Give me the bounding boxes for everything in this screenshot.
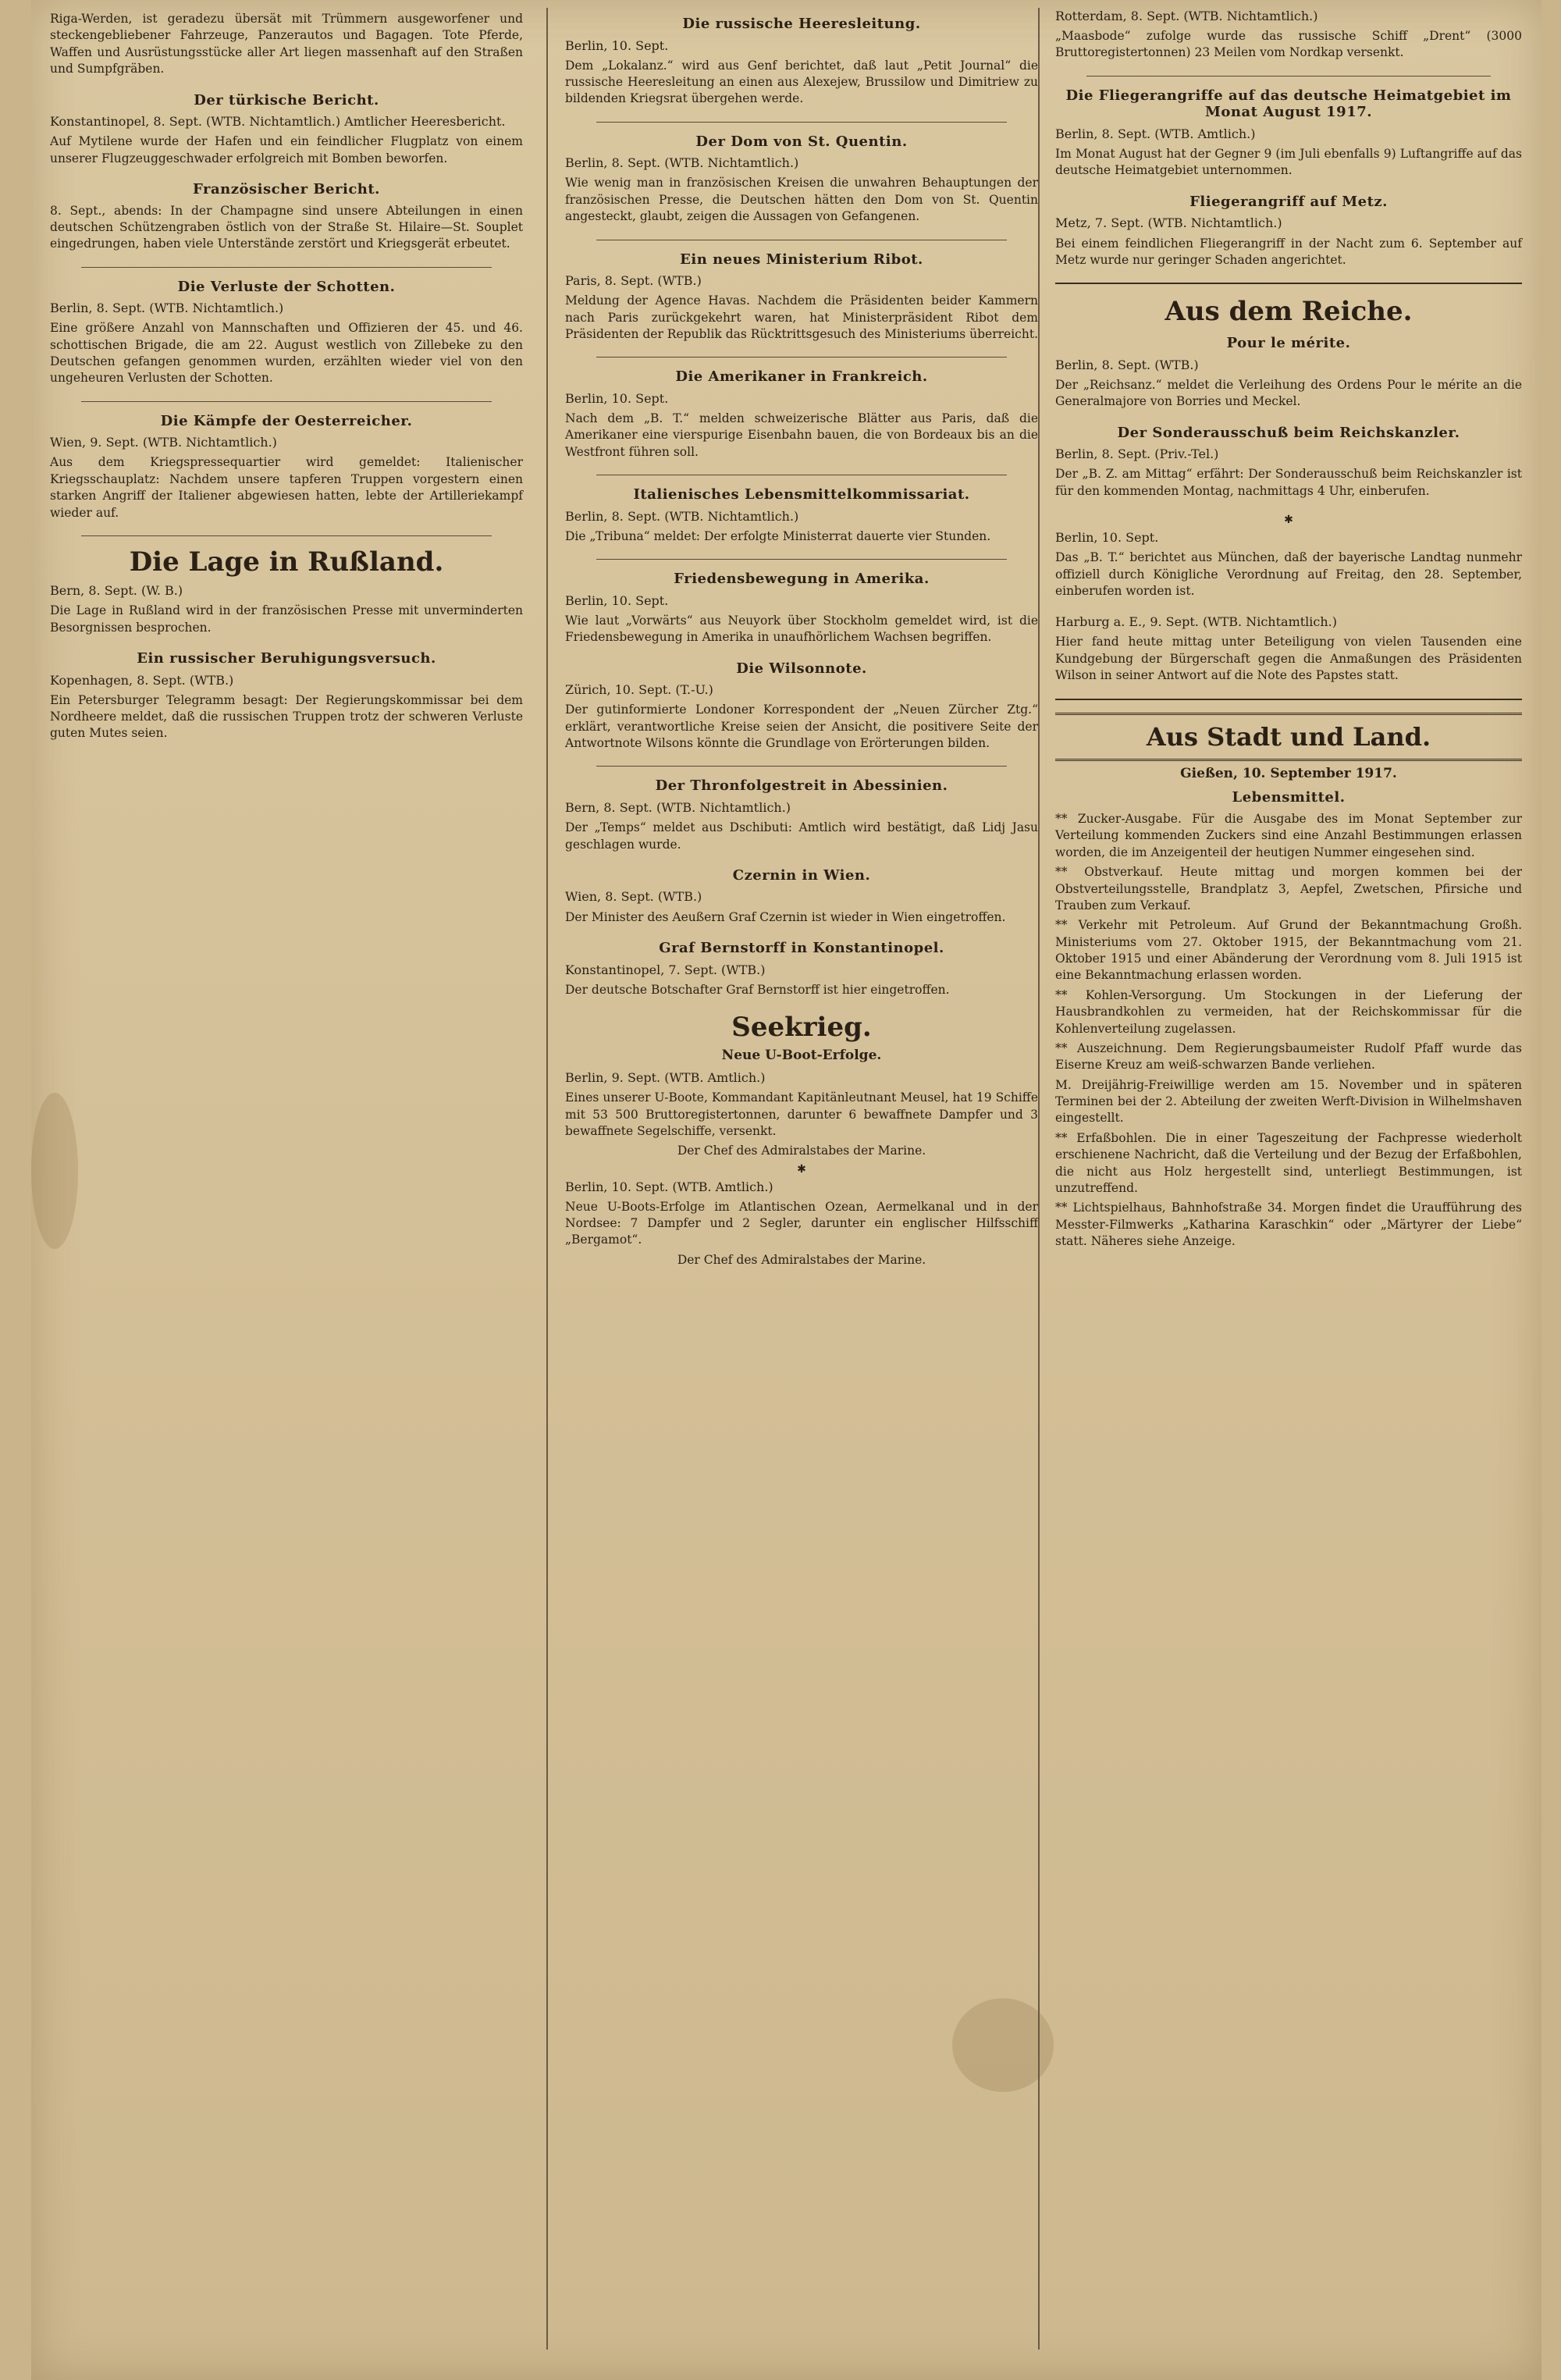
headline: Ein neues Ministerium Ribot.	[680, 251, 923, 268]
article-text: Bei einem feindlichen Fliegerangriff in der Nacht zum 6. September auf Metz wurde nur geringer Schaden angerichtet.	[1055, 236, 1522, 267]
article-text: Die Lage in Rußland wird in der französischen Presse mit unverminderten Besorgnissen besprochen.	[50, 603, 523, 635]
article-text: Im Monat August hat der Gegner 9 (im Juli ebenfalls 9) Luftangriffe auf das deutsche Heimatgebiet unternommen.	[1055, 147, 1522, 178]
section-title: Aus dem Reiche.	[1165, 296, 1413, 328]
article-bernstorff	[565, 940, 1038, 998]
signature: Der Chef des Admiralstabes der Marine.	[677, 1144, 926, 1158]
dateline: Berlin, 10. Sept.	[565, 390, 669, 406]
article-schotten	[50, 279, 523, 387]
headline: Der türkische Bericht.	[194, 91, 379, 109]
dateline: Wien, 8. Sept. (WTB.)	[565, 889, 702, 905]
dateline: Berlin, 9. Sept. (WTB. Amtlich.)	[565, 1070, 766, 1086]
divider	[81, 401, 492, 402]
article-text: Aus dem Kriegspressequartier wird gemeldet: Italienischer Kriegsschauplatz: Nachdem unsere tapferen Truppen vorgestern einen starken Angriff der Italiener abgewiesen hatten, lebte der Artilleriekampf wieder auf.	[50, 455, 523, 520]
notice-kohlen: ** Kohlen-Versorgung. Um Stockungen in der Lieferung der Hausbrandkohlen zu vermeiden, hat der Reichskommissar für die Kohlenverteilung zugelassen.	[1055, 987, 1522, 1036]
dateline: Kopenhagen, 8. Sept. (WTB.)	[50, 672, 234, 688]
dateline: Berlin, 8. Sept. (WTB. Nichtamtlich.)	[565, 508, 799, 524]
headline: Graf Bernstorff in Konstantinopel.	[659, 939, 944, 956]
article-text: Die „Tribuna“ meldet: Der erfolgte Ministerrat dauerte vier Stunden.	[565, 528, 991, 543]
headline: Die Fliegerangriffe auf das deutsche Heimatgebiet im Monat August 1917.	[1065, 87, 1512, 121]
headline: Fliegerangriff auf Metz.	[1189, 193, 1388, 210]
dateline: Berlin, 8. Sept. (WTB. Nichtamtlich.)	[565, 155, 799, 171]
article-thronfolge	[565, 777, 1038, 852]
article-text: Dem „Lokalanz.“ wird aus Genf berichtet, daß laut „Petit Journal“ die russische Heeresleitung an einen aus Alexejew, Brussilow und Dimitriew zu bildenden Kriegsrat übergehen werde.	[565, 58, 1038, 106]
divider	[596, 122, 1007, 123]
article-text: Eines unserer U-Boote, Kommandant Kapitänleutnant Meusel, hat 19 Schiffe mit 53 500 Bruttoregistertonnen, darunter 6 bewaffnete Dampfer und 3 bewaffnete Segelschiffe, versenkt.	[565, 1090, 1038, 1138]
dateline: Paris, 8. Sept. (WTB.)	[565, 273, 702, 289]
column-rule	[546, 8, 548, 2350]
article-heeresleitung	[565, 16, 1038, 108]
section-divider	[1055, 699, 1522, 700]
dateline: Berlin, 10. Sept. (WTB. Amtlich.)	[565, 1179, 773, 1194]
article-harburg	[1055, 614, 1522, 684]
headline: Czernin in Wien.	[732, 866, 871, 884]
dateline: Berlin, 10. Sept.	[565, 592, 669, 608]
divider	[81, 535, 492, 536]
article-sonderausschuss	[1055, 425, 1522, 500]
dateline: Konstantinopel, 7. Sept. (WTB.)	[565, 962, 766, 977]
subheadline: Neue U-Boot-Erfolge.	[721, 1048, 882, 1064]
column-2	[556, 8, 1047, 2357]
headline: Die Lage in Rußland.	[129, 546, 444, 578]
divider	[81, 267, 492, 268]
article-text: Der Minister des Aeußern Graf Czernin ist wieder in Wien eingetroffen.	[565, 909, 1006, 924]
dateline: Berlin, 8. Sept. (WTB. Amtlich.)	[1055, 126, 1256, 142]
headline: Ein russischer Beruhigungsversuch.	[137, 649, 436, 667]
notice-freiwillige: M. Dreijährig-Freiwillige werden am 15. November und in späteren Terminen bei der 2. Abteilung der zweiten Werft-Division in Wilhelmshaven eingestellt.	[1055, 1077, 1522, 1126]
article-dom	[565, 133, 1038, 226]
column-3	[1046, 8, 1531, 2357]
divider	[596, 559, 1007, 560]
article-fliegerangriffe	[1055, 87, 1522, 180]
article-text: Der „Reichsanz.“ meldet die Verleihung des Ordens Pour le mérite an die Generalmajore von Borries und Meckel.	[1055, 378, 1522, 409]
headline: Friedensbewegung in Amerika.	[674, 571, 930, 588]
article-text: Meldung der Agence Havas. Nachdem die Präsidenten beider Kammern nach Paris zurückgekehrt waren, hat Ministerpräsident Ribot dem Präsidenten der Republik das Rücktrittsgesuch des Ministeriums überreicht.	[565, 293, 1038, 342]
headline: Die Kämpfe der Oesterreicher.	[160, 412, 413, 429]
article-text: Der deutsche Botschafter Graf Bernstorff ist hier eingetroffen.	[565, 982, 950, 997]
article-text: Das „B. T.“ berichtet aus München, daß der bayerische Landtag nunmehr offiziell durch Königliche Verordnung auf Freitag, den 28. September, einberufen worden ist.	[1055, 550, 1522, 599]
newspaper-page	[31, 0, 1541, 2380]
article-franzoesisch	[50, 181, 523, 253]
dateline: Berlin, 8. Sept. (WTB.)	[1055, 357, 1199, 372]
dateline: Wien, 9. Sept. (WTB. Nichtamtlich.)	[50, 435, 277, 450]
headline: Der Thronfolgestreit in Abessinien.	[655, 777, 948, 795]
article-beruhigung	[50, 650, 523, 742]
headline: Italienisches Lebensmittelkommissariat.	[633, 486, 970, 503]
article-pour-le-merite	[1055, 335, 1522, 410]
notice-petroleum: ** Verkehr mit Petroleum. Auf Grund der Bekanntmachung Großh. Ministeriums vom 27. Oktober 1915, der Bekanntmachung vom 21. Oktober 1915 und einer Abänderung der Verordnung vom 8. Juli 1915 ist eine Bekanntmachung erlassen worden.	[1055, 918, 1522, 983]
article-text: Neue U-Boots-Erfolge im Atlantischen Ozean, Aermelkanal und in der Nordsee: 7 Dampfer und 2 Segler, darunter ein englischer Hilfsschiff „Bergamot“.	[565, 1199, 1038, 1247]
notice-zucker: ** Zucker-Ausgabe. Für die Ausgabe des im Monat September zur Verteilung kommenden Zuckers sind eine Anzahl Bestimmungen erlassen worden, die im Anzeigenteil der heutigen Nummer eingesehen sind.	[1055, 812, 1522, 859]
article-riga	[50, 11, 523, 78]
signature: Der Chef des Admiralstabes der Marine.	[677, 1252, 926, 1267]
headline: Die Verluste der Schotten.	[177, 278, 396, 295]
dateline: Bern, 8. Sept. (WTB. Nichtamtlich.)	[565, 800, 791, 816]
article-seekrieg	[565, 1012, 1038, 1268]
headline: Französischer Bericht.	[193, 180, 380, 197]
article-frieden	[565, 571, 1038, 646]
dateline: Zürich, 10. Sept. (T.-U.)	[565, 682, 713, 698]
dateline: Berlin, 8. Sept. (Priv.-Tel.)	[1055, 446, 1219, 462]
article-rotterdam	[1055, 8, 1522, 62]
section-divider	[1055, 283, 1522, 284]
notice-auszeichnung: ** Auszeichnung. Dem Regierungsbaumeister Rudolf Pfaff wurde das Eiserne Kreuz am weiß-schwarzen Bande verliehen.	[1055, 1041, 1522, 1073]
star-separator: ✱	[797, 1162, 806, 1176]
article-amerikaner	[565, 368, 1038, 461]
article-tuerkisch	[50, 92, 523, 167]
headline: Die Amerikaner in Frankreich.	[675, 368, 928, 386]
article-czernin	[565, 867, 1038, 926]
article-text: Nach dem „B. T.“ melden schweizerische Blätter aus Paris, daß die Amerikaner eine vierspurige Eisenbahn bauen, die von Bordeaux bis an die Westfront führen soll.	[565, 411, 1038, 459]
headline: Seekrieg.	[731, 1011, 872, 1043]
dateline: Rotterdam, 8. Sept. (WTB. Nichtamtlich.)	[1055, 9, 1318, 23]
column-1	[41, 8, 532, 2357]
headline: Der Dom von St. Quentin.	[695, 133, 908, 150]
article-landtag	[1055, 529, 1522, 599]
article-text: Der gutinformierte Londoner Korrespondent der „Neuen Zürcher Ztg.“ erklärt, verantwortliche Kreise seien der Ansicht, die positivere Seite der Antwortnote Wilsons könnte die Grundlage von Erörterungen bilden.	[565, 703, 1038, 751]
notice-lichtspielhaus: ** Lichtspielhaus, Bahnhofstraße 34. Morgen findet die Uraufführung des Messter-Filmwerks „Katharina Karaschkin“ oder „Märtyrer der Liebe“ statt. Näheres siehe Anzeige.	[1055, 1201, 1522, 1248]
headline: Die russische Heeresleitung.	[682, 16, 921, 32]
notice-obst: ** Obstverkauf. Heute mittag und morgen kommen bei der Obstverteilungsstelle, Brandplatz 3, Aepfel, Zwetschen, Pfirsiche und Trauben zum Verkauf.	[1055, 865, 1522, 913]
article-text: Wie laut „Vorwärts“ aus Neuyork über Stockholm gemeldet wird, ist die Friedensbewegung in Amerika in unaufhörlichem Wachsen begriffen.	[565, 613, 1038, 645]
dateline: Berlin, 10. Sept.	[565, 37, 669, 53]
divider	[596, 766, 1007, 767]
notice-erfassbohlen: ** Erfaßbohlen. Die in einer Tageszeitung der Fachpresse wiederholt erschienene Nachricht, daß die Verteilung und der Bezug der Erfaßbohlen, die nicht aus Holz hergestellt sind, unterliegt Bestimmungen, ist unzutreffend.	[1055, 1130, 1522, 1195]
article-text: Der „B. Z. am Mittag“ erfährt: Der Sonderausschuß beim Reichskanzler ist für den kommenden Montag, nachmittags 4 Uhr, einberufen.	[1055, 467, 1522, 498]
dateline: Metz, 7. Sept. (WTB. Nichtamtlich.)	[1055, 215, 1282, 231]
article-text: „Maasbode“ zufolge wurde das russische Schiff „Drent“ (3000 Bruttoregistertonnen) 23 Meilen vom Nordkap versenkt.	[1055, 29, 1522, 60]
article-ribot	[565, 251, 1038, 343]
dateline: Gießen, 10. September 1917.	[1180, 766, 1397, 782]
article-text: Auf Mytilene wurde der Hafen und ein feindlicher Flugplatz von einem unserer Flugzeuggeschwader erfolgreich mit Bomben beworfen.	[50, 134, 523, 165]
article-text: Wie wenig man in französischen Kreisen die unwahren Behauptungen der französischen Presse, die Deutschen hätten den Dom von St. Quentin angesteckt, glaubt, zeigen die Aussagen von Gefangenen.	[565, 176, 1038, 224]
dateline: Konstantinopel, 8. Sept. (WTB. Nichtamtlich.) Amtlicher Heeresbericht.	[50, 114, 506, 130]
headline: Die Wilsonnote.	[736, 660, 867, 677]
headline: Lebensmittel.	[1232, 789, 1346, 806]
article-italien	[565, 486, 1038, 545]
headline: Der Sonderausschuß beim Reichskanzler.	[1117, 424, 1460, 441]
star-separator: ✱	[1284, 514, 1293, 527]
local-notices	[1055, 811, 1522, 1250]
article-text: Ein Petersburger Telegramm besagt: Der Regierungskommissar bei dem Nordheere meldet, daß die russischen Truppen trotz der schweren Verluste guten Mutes seien.	[50, 692, 523, 741]
divider	[596, 357, 1007, 358]
article-russland	[50, 547, 523, 636]
dateline: Bern, 8. Sept. (W. B.)	[50, 583, 183, 599]
article-text: Der „Temps“ meldet aus Dschibuti: Amtlich wird bestätigt, daß Lidj Jasu geschlagen wurde.	[565, 820, 1038, 852]
article-metz	[1055, 194, 1522, 269]
headline: Pour le mérite.	[1226, 335, 1351, 352]
article-text: Hier fand heute mittag unter Beteiligung von vielen Tausenden eine Kundgebung der Bürgerschaft gegen die Anmaßungen des Präsidenten Wilson in seiner Antwort auf die Note des Papstes statt.	[1055, 635, 1522, 683]
article-text: 8. Sept., abends: In der Champagne sind unsere Abteilungen in einen deutschen Schützengraben östlich von der Straße St. Hilaire—St. Souplet eingedrungen, haben viele Unterstände zerstört und Kriegsgerät erbeutet.	[50, 203, 523, 251]
article-oesterreicher	[50, 413, 523, 521]
dateline: Berlin, 8. Sept. (WTB. Nichtamtlich.)	[50, 301, 284, 316]
dateline: Berlin, 10. Sept.	[1055, 530, 1159, 546]
article-text: Eine größere Anzahl von Mannschaften und Offizieren der 45. und 46. schottischen Brigade, die am 22. August westlich von Zillebeke zu den Deutschen gefangen genommen wurden, erzählten wieder viel von den ungeheuren Verlusten der Schotten.	[50, 321, 523, 386]
dateline: Harburg a. E., 9. Sept. (WTB. Nichtamtlich.)	[1055, 614, 1338, 630]
section-title: Aus Stadt und Land.	[1055, 713, 1522, 762]
article-wilsonnote	[565, 660, 1038, 752]
article-text: Riga-Werden, ist geradezu übersät mit Trümmern ausgeworfener und steckengebliebener Fahrzeuge, Panzerautos und Bagagen. Tote Pferde, Waffen und Ausrüstungsstücke aller Art liegen massenhaft auf den Straßen und Sumpfgräben.	[50, 12, 523, 76]
